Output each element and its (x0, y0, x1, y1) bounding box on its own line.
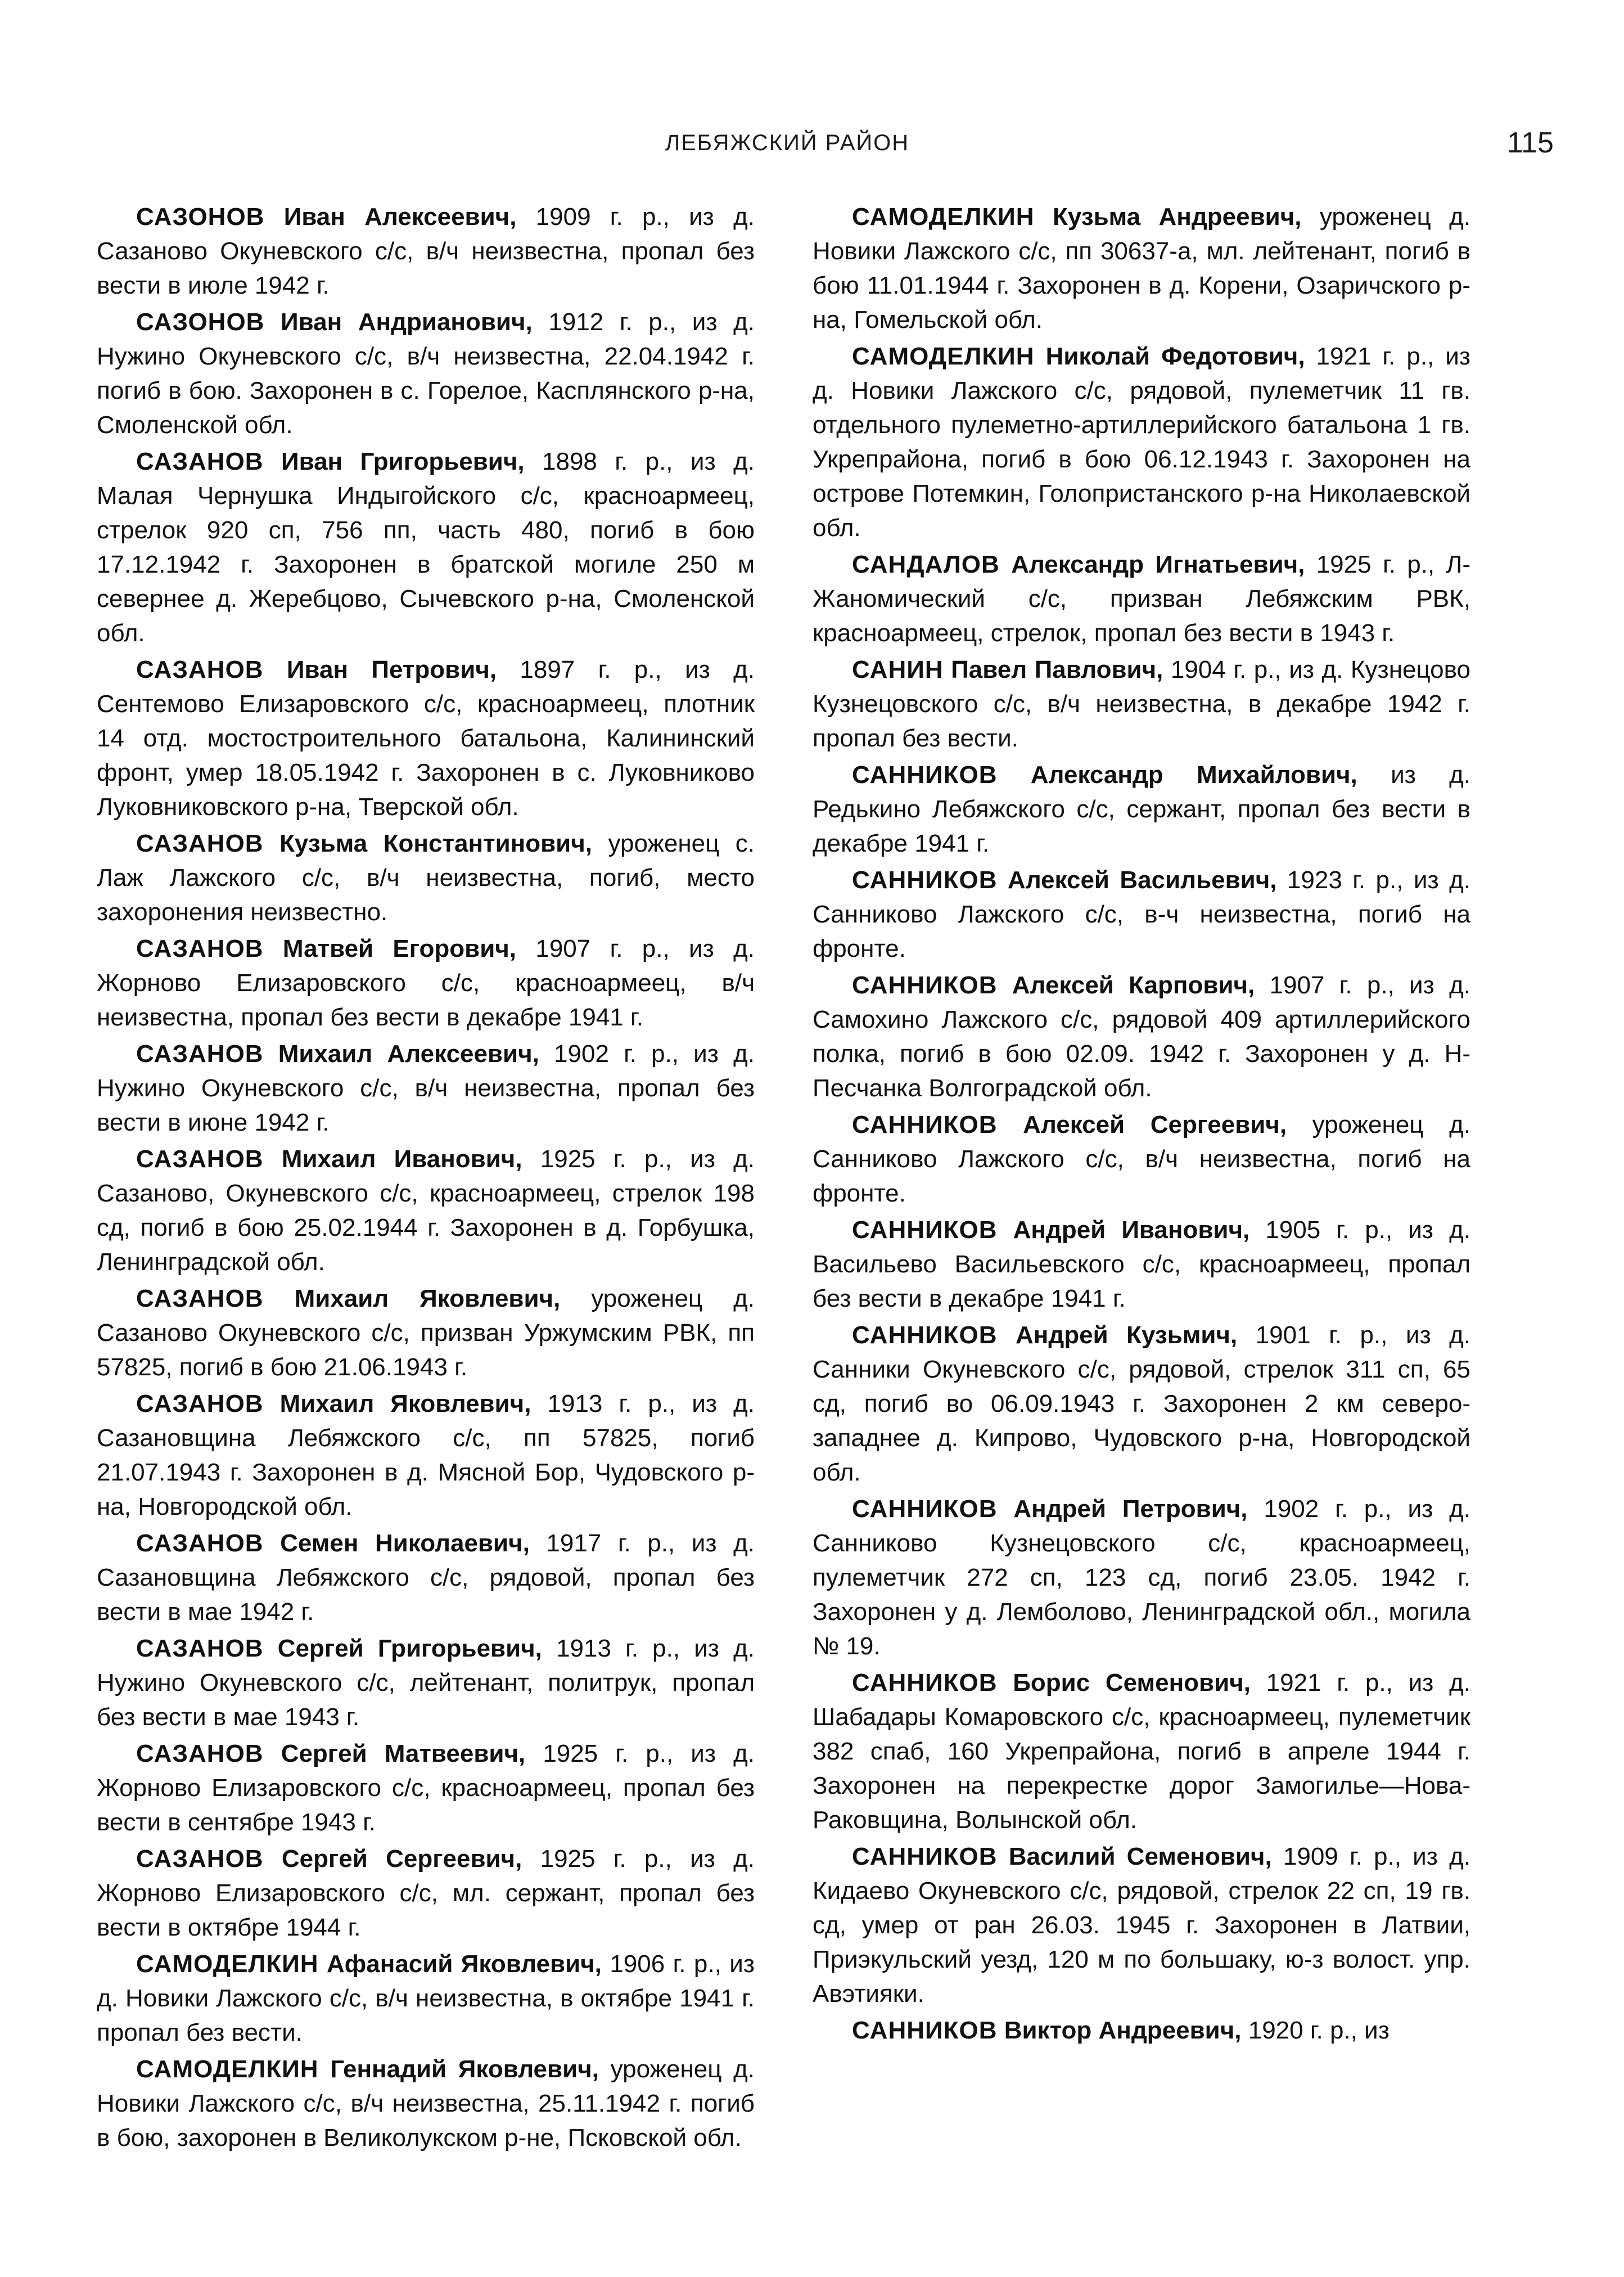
entry (813, 758, 1470, 861)
entry (97, 1387, 755, 1524)
entry (97, 444, 755, 650)
entry-text: 1920 г. р., из (1248, 2017, 1390, 2044)
entry-given-name: Кузьма Андреевич, (1052, 203, 1302, 231)
entry-given-name: Матвей Егорович, (282, 935, 517, 962)
entry (97, 932, 755, 1034)
entry (97, 305, 755, 442)
entry-text: 1925 г. р., из д. Жорново Елизаровского с/с, мл. сержант, пропал без вести в октябре 1944 г. (97, 1845, 755, 1941)
entry (97, 1142, 755, 1279)
entry-given-name: Иван Андрианович, (281, 308, 533, 336)
entry-surname: САННИКОВ (852, 1495, 998, 1523)
entry-surname: САМОДЕЛКИН (136, 1950, 319, 1978)
entry (813, 1839, 1470, 2011)
entry-text: 1902 г. р., из д. Санниково Кузнецовского с/с, красноармеец, пулеметчик 272 сп, 123 сд, погиб 23.05. 1942 г. Захоронен у д. Лемболово, Ленинградской обл., могила № 19. (813, 1495, 1470, 1660)
entry-surname: САНИН (852, 656, 944, 683)
entry-given-name: Иван Петрович, (286, 656, 497, 683)
entry-given-name: Сергей Григорьевич, (277, 1635, 542, 1662)
entry (97, 652, 755, 824)
entry (813, 1213, 1470, 1316)
entry-surname: САЗАНОВ (136, 1845, 264, 1873)
entry-given-name: Михаил Алексеевич, (278, 1040, 539, 1068)
entry-text: 1921 г. р., из д. Новики Лажского с/с, рядовой, пулеметчик 11 гв. отдельного пулеметно-артиллерийского батальона 1 гв. Укрепрайона, погиб в бою 06.12.1943 г. Захоронен на острове Потемкин, Голопристанского р-на Николаевской обл. (813, 343, 1470, 542)
entry-surname: САННИКОВ (852, 1321, 998, 1349)
entry-surname: САМОДЕЛКИН (852, 343, 1035, 370)
entry-text: 1923 г. р., из д. Санниково Лажского с/с, в-ч неизвестна, погиб на фронте. (813, 866, 1470, 962)
entry (97, 1526, 755, 1629)
entry (813, 1666, 1470, 1837)
entry-surname: САМОДЕЛКИН (136, 2055, 319, 2083)
entry-text: 1907 г. р., из д. Самохино Лажского с/с, рядовой 409 артиллерийского полка, погиб в бою 02.09. 1942 г. Захоронен у д. Н-Песчанка Волгоградской обл. (813, 971, 1470, 1102)
entry-given-name: Иван Алексеевич, (283, 203, 517, 231)
entry-text: 1907 г. р., из д. Жорново Елизаровского с/с, красноармеец, в/ч неизвестна, пропал без вести в декабре 1941 г. (97, 935, 755, 1031)
entry (813, 2013, 1470, 2048)
entry-surname: САННИКОВ (852, 1843, 998, 1870)
entry-surname: САННИКОВ (852, 866, 998, 894)
entry-text: 1901 г. р., из д. Санники Окуневского с/с, рядовой, стрелок 311 сп, 65 сд, погиб во 06.09.1943 г. Захоронен 2 км северо-западнее д. Кипрово, Чудовского р-на, Новгородской обл. (813, 1321, 1471, 1486)
entry-surname: САЗАНОВ (136, 656, 264, 683)
entry-given-name: Михаил Иванович, (281, 1145, 522, 1173)
entry-surname: САННИКОВ (852, 1216, 998, 1244)
entry (813, 1318, 1470, 1490)
entry-text: 1906 г. р., из д. Новики Лажского с/с, в/ч неизвестна, в октябре 1941 г. пропал без вести. (97, 1950, 755, 2046)
entry-given-name: Николай Федотович, (1045, 343, 1305, 370)
entry-text: 1912 г. р., из д. Нужино Окуневского с/с, в/ч неизвестна, 22.04.1942 г. погиб в бою. Захоронен в с. Горелое, Касплянского р-на, Смоленской обл. (97, 308, 755, 439)
entry-given-name: Сергей Матвеевич, (281, 1740, 526, 1767)
entry-given-name: Павел Павлович, (951, 656, 1163, 683)
entry-text: 1897 г. р., из д. Сентемово Елизаровского с/с, красноармеец, плотник 14 отд. мостостроительного батальона, Калининский фронт, умер 18.05.1942 г. Захоронен в с. Луковниково Луковниковского р-на, Тверской обл. (97, 656, 755, 821)
entry-given-name: Михаил Яковлевич, (294, 1285, 561, 1312)
entry-text: 1902 г. р., из д. Нужино Окуневского с/с, в/ч неизвестна, пропал без вести в июне 1942 г. (97, 1040, 755, 1136)
entry-given-name: Алексей Сергеевич, (1023, 1111, 1287, 1138)
entry-surname: САЗАНОВ (136, 1740, 264, 1767)
entry-given-name: Андрей Кузьмич, (1016, 1321, 1238, 1349)
entry-text: уроженец д. Санниково Лажского с/с, в/ч неизвестна, погиб на фронте. (813, 1111, 1471, 1207)
entry-given-name: Алексей Карпович, (1012, 971, 1255, 999)
page-number: 115 (1507, 127, 1554, 159)
entry (97, 1842, 755, 1945)
entry-given-name: Андрей Петрович, (1013, 1495, 1248, 1523)
entry-given-name: Геннадий Яковлевич, (330, 2055, 599, 2083)
entry-surname: САЗАНОВ (136, 830, 264, 857)
left-column (97, 200, 755, 2157)
entry-surname: САЗАНОВ (136, 1529, 264, 1557)
entry-given-name: Семен Николаевич, (280, 1529, 530, 1557)
entry-text: 1909 г. р., из д. Сазаново Окуневского с/с, в/ч неизвестна, пропал без вести в июле 1942 г. (97, 203, 755, 299)
entry-text: уроженец д. Сазаново Окуневского с/с, призван Уржумским РВК, пп 57825, погиб в бою 21.06.1943 г. (97, 1285, 755, 1381)
entry-surname: САЗАНОВ (136, 1635, 264, 1662)
entry-text: 1925 г. р., из д. Сазаново, Окуневского с/с, красноармеец, стрелок 198 сд, погиб в бою 25.02.1944 г. Захоронен в д. Горбушка, Ленинградской обл. (97, 1145, 755, 1276)
entry-given-name: Иван Григорьевич, (281, 448, 525, 475)
entry (813, 339, 1470, 545)
entry-given-name: Алексей Васильевич, (1007, 866, 1277, 894)
entry (813, 547, 1470, 650)
entry (813, 1492, 1470, 1663)
right-column (813, 200, 1470, 2050)
entry (813, 1108, 1470, 1210)
entry-surname: САННИКОВ (852, 761, 998, 789)
entry-surname: САННИКОВ (852, 1111, 998, 1138)
entry-given-name: Виктор Андреевич, (1004, 2017, 1242, 2044)
entry (97, 1736, 755, 1839)
entry-surname: САЗАНОВ (136, 935, 264, 962)
entry-given-name: Александр Михайлович, (1030, 761, 1357, 789)
entry-text: 1898 г. р., из д. Малая Чернушка Индыгойского с/с, красноармеец, стрелок 920 сп, 756 пп, часть 480, погиб в бою 17.12.1942 г. Захоронен в братской могиле 250 м севернее д. Жеребцово, Сычевского р-на, Смоленской обл. (97, 448, 755, 647)
entry-surname: САЗАНОВ (136, 448, 264, 475)
entry (813, 968, 1470, 1105)
entry (813, 863, 1470, 966)
entry-text: 1913 г. р., из д. Сазановщина Лебяжского с/с, пп 57825, погиб 21.07.1943 г. Захоронен в д. Мясной Бор, Чудовского р-на, Новгородской обл. (97, 1390, 755, 1520)
entry-given-name: Борис Семенович, (1013, 1669, 1251, 1696)
entry-text: уроженец с. Лаж Лажского с/с, в/ч неизвестна, погиб, место захоронения неизвестно. (97, 830, 755, 926)
entry-surname: САННИКОВ (852, 971, 998, 999)
entry (97, 1947, 755, 2050)
entry (97, 2052, 755, 2155)
entry-given-name: Михаил Яковлевич, (279, 1390, 531, 1418)
entry-surname: САЗАНОВ (136, 1145, 264, 1173)
entry-given-name: Сергей Сергеевич, (281, 1845, 522, 1873)
entry-surname: САМОДЕЛКИН (852, 203, 1035, 231)
entry-surname: САННИКОВ (852, 2017, 998, 2044)
page-header (0, 127, 1624, 164)
entry-text: 1905 г. р., из д. Васильево Васильевского с/с, красноармеец, пропал без вести в декабре 1941 г. (813, 1216, 1470, 1312)
entry-text: уроженец д. Новики Лажского с/с, пп 30637-а, мл. лейтенант, погиб в бою 11.01.1944 г. Захоронен в д. Корени, Озаричского р-на, Гомельской обл. (813, 203, 1471, 334)
entry (97, 1631, 755, 1734)
entry-given-name: Кузьма Константинович, (279, 830, 592, 857)
entry-surname: САНДАЛОВ (852, 551, 1000, 578)
entry (97, 1281, 755, 1384)
entry-text: 1917 г. р., из д. Сазановщина Лебяжского с/с, рядовой, пропал без вести в мае 1942 г. (97, 1529, 755, 1626)
entry-text: 1921 г. р., из д. Шабадары Комаровского с/с, красноармеец, пулеметчик 382 спаб, 160 Укрепрайона, погиб в апреле 1944 г. Захоронен на перекрестке дорог Замогилье—Нова-Раковщина, Волынской обл. (813, 1669, 1470, 1834)
entry (97, 826, 755, 929)
entry-given-name: Василий Семенович, (1008, 1843, 1272, 1870)
entry-surname: САЗАНОВ (136, 1040, 264, 1068)
entry-given-name: Александр Игнатьевич, (1011, 551, 1305, 578)
entry-surname: САЗОНОВ (136, 308, 265, 336)
entry (813, 200, 1470, 337)
entry (97, 1037, 755, 1140)
entry (97, 200, 755, 303)
entry-text: 1925 г. р., Л-Жаномический с/с, призван Лебяжским РВК, красноармеец, стрелок, пропал без вести в 1943 г. (813, 551, 1470, 647)
entry (813, 652, 1470, 755)
entry-text: 1904 г. р., из д. Кузнецово Кузнецовского с/с, в/ч неизвестна, в декабре 1942 г. пропал без вести. (813, 656, 1470, 752)
entry-text: 1913 г. р., из д. Нужино Окуневского с/с, лейтенант, политрук, пропал без вести в мае 1943 г. (97, 1635, 755, 1731)
entry-text: 1925 г. р., из д. Жорново Елизаровского с/с, красноармеец, пропал без вести в сентябре 1943 г. (97, 1740, 755, 1836)
running-title: ЛЕБЯЖСКИЙ РАЙОН (665, 130, 910, 155)
entry-text: 1909 г. р., из д. Кидаево Окуневского с/с, рядовой, стрелок 22 сп, 19 гв. сд, умер от ран 26.03. 1945 г. Захоронен в Латвии, Приэкульский уезд, 120 м по большаку, ю-з волост. упр. Авэтияки. (813, 1843, 1470, 2008)
entry-surname: САЗАНОВ (136, 1285, 264, 1312)
entry-text: уроженец д. Новики Лажского с/с, в/ч неизвестна, 25.11.1942 г. погиб в бою, захоронен в Великолукском р-не, Псковской обл. (97, 2055, 755, 2152)
entry-surname: САННИКОВ (852, 1669, 998, 1696)
entry-surname: САЗОНОВ (136, 203, 265, 231)
entry-surname: САЗАНОВ (136, 1390, 264, 1418)
entry-given-name: Афанасий Яковлевич, (327, 1950, 602, 1978)
entry-given-name: Андрей Иванович, (1013, 1216, 1250, 1244)
entry-text: из д. Редькино Лебяжского с/с, сержант, пропал без вести в декабре 1941 г. (813, 761, 1471, 857)
